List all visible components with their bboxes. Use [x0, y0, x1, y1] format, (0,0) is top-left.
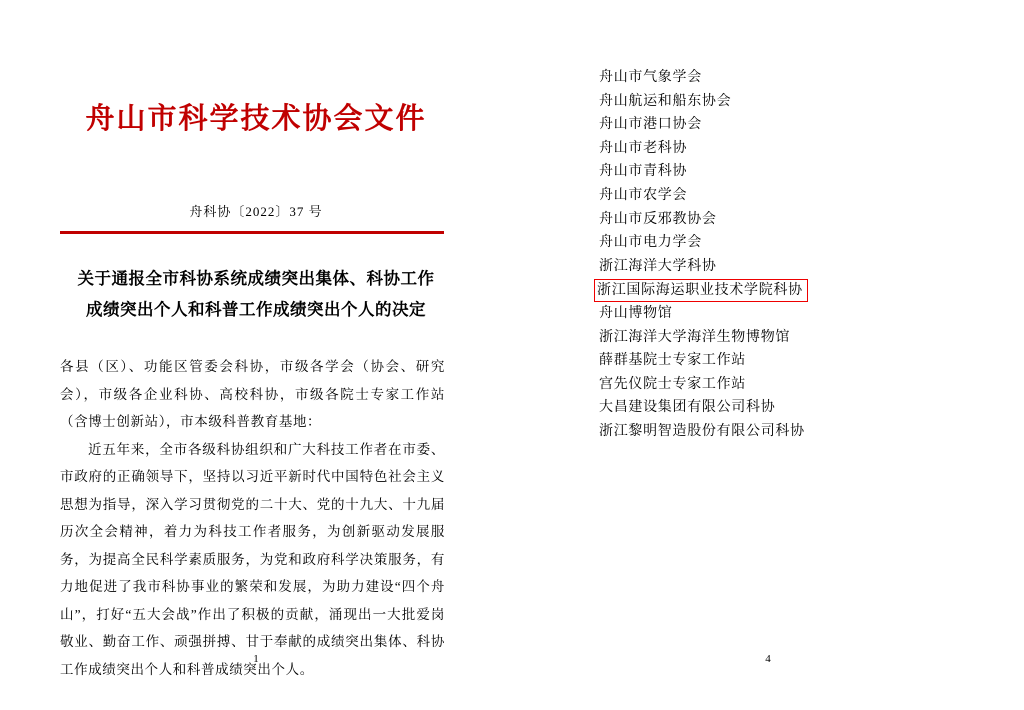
page-title: 舟山市科学技术协会文件: [85, 103, 427, 135]
organization-list: [597, 66, 997, 444]
page-number-left: 1: [253, 653, 259, 665]
list-item: 薛群基院士专家工作站: [599, 353, 746, 369]
list-item: 舟山市电力学会: [599, 235, 702, 251]
right-page: [512, 0, 1024, 710]
list-item: 舟山市反邪教协会: [599, 211, 717, 227]
list-item: 宫先仪院士专家工作站: [599, 376, 746, 392]
red-divider-rule: [60, 231, 444, 234]
subject-line-1: 关于通报全市科协系统成绩突出集体、科协工作: [77, 269, 435, 288]
list-item: 舟山市气象学会: [599, 70, 702, 85]
list-item: 舟山市农学会: [599, 187, 688, 203]
document-subject: [46, 263, 466, 325]
highlighted-list-item-row: [597, 278, 997, 302]
body-paragraph-1: 各县（区）、功能区管委会科协，市级各学会（协会、研究会），市级各企业科协、高校科协，市级各院士专家工作站（含博士创新站），市本级科普教育基地：: [60, 359, 445, 429]
subject-line-2: 成绩突出个人和科普工作成绩突出个人的决定: [86, 300, 426, 319]
list-item: 浙江黎明智造股份有限公司科协: [599, 423, 805, 439]
list-item: 舟山市青科协: [599, 164, 688, 180]
document-body: [60, 353, 445, 683]
body-paragraph-2: 近五年来，全市各级科协组织和广大科技工作者在市委、市政府的正确领导下，坚持以习近平新时代中国特色社会主义思想为指导，深入学习贯彻党的二十大、党的十九大、十九届历次全会精神，着力为科技工作者服务，为创新驱动发展服务，为提高全民科学素质服务，为党和政府科学决策服务，有力地促进了我市科协事业的繁荣和发展，为助力建设“四个舟山”，打好“五大会战”作出了积极的贡献，涌现出一大批爱岗敬业、勤奋工作、顽强拼搏、甘于奉献的成绩突出集体、科协工作成绩突出个人和科普成绩突出个人。: [60, 441, 445, 677]
list-item: 舟山市港口协会: [599, 117, 702, 133]
page-number-right: 4: [765, 653, 771, 665]
list-item: 浙江海洋大学海洋生物博物馆: [599, 329, 791, 345]
list-item: 浙江海洋大学科协: [599, 258, 717, 274]
list-item: 大昌建设集团有限公司科协: [599, 400, 776, 416]
list-item: 舟山市老科协: [599, 140, 688, 156]
list-item: 舟山博物馆: [599, 305, 673, 321]
highlighted-list-item: 浙江国际海运职业技术学院科协: [594, 279, 808, 302]
list-item: 舟山航运和船东协会: [599, 93, 732, 109]
document-number: 舟科协〔2022〕37 号: [189, 204, 323, 219]
